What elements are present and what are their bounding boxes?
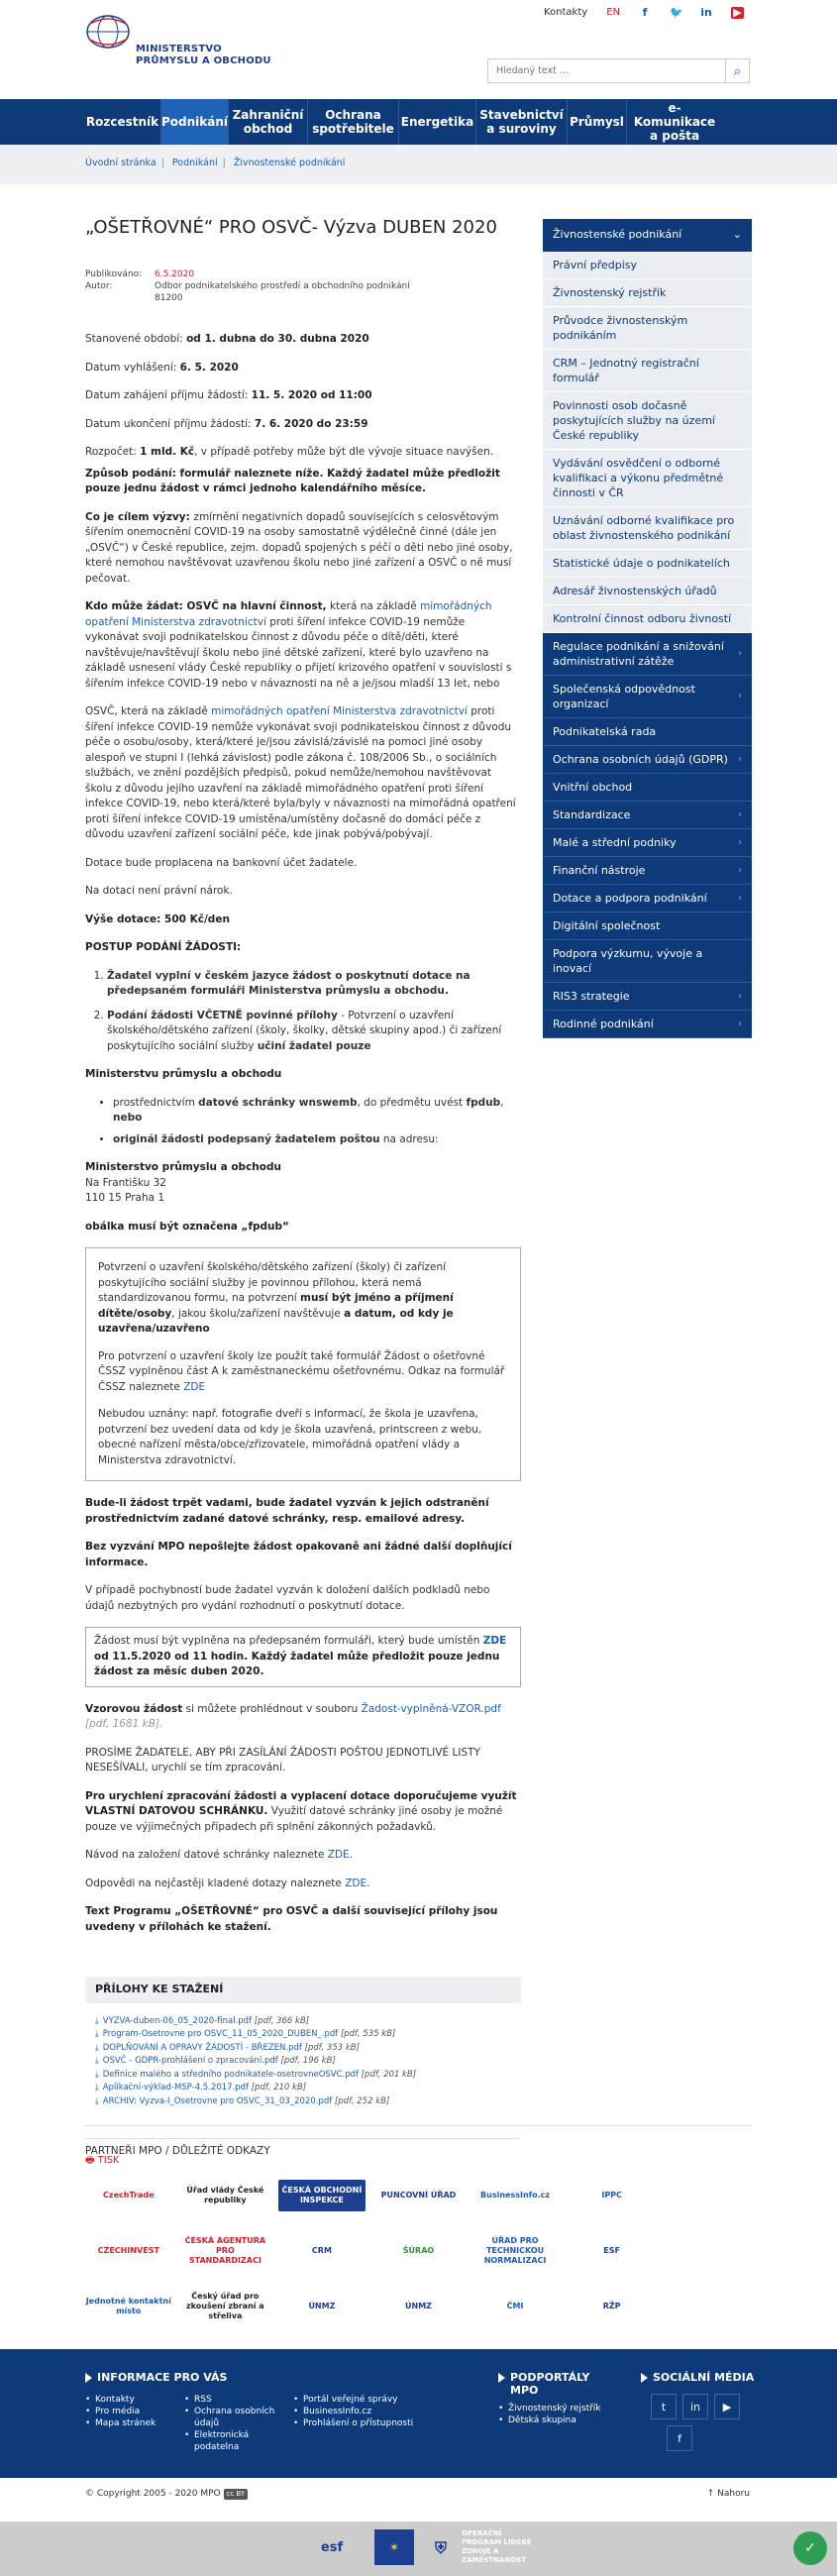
attachment-link[interactable]: VYZVA-duben-06_05_2020-final.pdf xyxy=(102,2015,253,2026)
submission-options xyxy=(113,1096,521,1148)
sidebar-section[interactable]: Standardizace › xyxy=(543,802,752,829)
partner-logo[interactable]: CZECHINVEST xyxy=(85,2235,172,2267)
chevron-right-icon: › xyxy=(738,836,742,848)
footer-social-title: SOCIÁLNÍ MÉDIA xyxy=(641,2371,760,2384)
option-post: • originál žádosti podepsaný žadatelem poštou na adresu: xyxy=(113,1132,521,1148)
eligibility-paragraph-2: OSVČ, která na základě mimořádných opatření Ministerstva zdravotnictví proti šíření infekce COVID-19 nemůže vykonávat svoji podnikatelskou činnost z důvodu péče o osobu/osoby, která/které je/jsou závislá/závislé na pomoci jiné osoby alespoň ve stupni I (lehká závislost) podle zákona č. 108/2006 Sb., o sociálních službách, ve znění pozdějších předpisů, pokud nemůže/nemohou navštěvovat školu z důvodu jejího uzavření na základě mimořádného opatření proti šíření infekce COVID-19, nebo která/které byla/byly v návaznosti na mimořádná opatření proti šíření infekce COVID-19 umístěna/umístěny dočasně do domácí péče z důvodu uzavření zařízení sociální péče, kde jinak pobývá/pobývají. xyxy=(85,705,516,840)
partner-logo[interactable]: ÚNMZ xyxy=(278,2291,366,2322)
faq-line: Odpovědi na nejčastěji kladené dotazy naleznete ZDE. xyxy=(85,1877,370,1889)
attachment-size: [pdf, 353 kB] xyxy=(304,2042,360,2053)
partner-logo xyxy=(665,2180,752,2211)
payment-note: Dotace bude proplacena na bankovní účet žadatele. xyxy=(85,856,358,869)
chevron-right-icon: › xyxy=(738,648,742,659)
breadcrumb: Úvodní stránka | Podnikání | Živnostenské podnikání xyxy=(85,158,346,168)
download-icon: ⤓ xyxy=(95,2015,99,2026)
search-icon: ⌕ xyxy=(733,62,742,78)
back-to-top-link[interactable]: ↑ Nahoru xyxy=(706,2489,750,2499)
footer-link[interactable]: • Živnostenský rejstřík xyxy=(498,2403,617,2415)
sidebar-subitems xyxy=(543,252,752,633)
language-switch[interactable]: EN xyxy=(606,7,620,18)
download-icon: ⤓ xyxy=(95,2056,99,2066)
eu-funding-bar xyxy=(0,2522,837,2576)
period-line: Stanovené období: od 1. dubna do 30. dubna 2020 xyxy=(85,333,369,345)
youtube-icon[interactable]: ▶ xyxy=(731,7,744,19)
partner-logo[interactable]: ŠÚRAO xyxy=(375,2235,463,2267)
sidebar-section[interactable]: RIS3 strategie › xyxy=(543,983,752,1011)
chevron-right-icon: › xyxy=(738,808,742,820)
site-header xyxy=(0,0,837,99)
sidebar-subitem[interactable]: CRM – Jednotný registrační formulář xyxy=(543,350,752,392)
footer-info-title: INFORMACE PRO VÁS xyxy=(85,2371,462,2384)
partner-logos xyxy=(85,2180,752,2322)
footer-link[interactable]: • Ochrana osobních údajů xyxy=(184,2406,293,2429)
nav-item-e-komunikace[interactable]: e-Komunikace a pošta xyxy=(633,101,716,143)
org-name-line1: MINISTERSTVO xyxy=(136,44,222,54)
footer-link[interactable]: • BusinessInfo.cz xyxy=(293,2406,442,2417)
sidebar-subitem[interactable]: Povinnosti osob dočasně poskytujících služby na území České republiky xyxy=(543,392,752,450)
goal-paragraph: Co je cílem výzvy: zmírnění negativních dopadů souvisejících s celosvětovým šířením onemocnění COVID-19 na osoby samostatně výdělečně činné (dále jen „OSVČ“) v České republice, zejm. dopadů spojených s péčí o děti nebo jiné osoby, které nemohou navštěvovat uzavřenou školu nebo jiné zařízení a OSVČ o ně musí pečovat. xyxy=(85,510,513,585)
author-label: Autor: xyxy=(85,281,113,291)
chevron-right-icon: › xyxy=(738,990,742,1002)
partner-logo xyxy=(665,2235,752,2267)
footer-link[interactable]: • Prohlášení o přístupnosti xyxy=(293,2417,442,2429)
partner-logo[interactable]: Jednotné kontaktní místo xyxy=(85,2291,172,2322)
amount-line: Výše dotace: 500 Kč/den xyxy=(85,912,230,925)
partner-logo[interactable]: ESF xyxy=(569,2235,656,2267)
measures-link-2[interactable]: mimořádných opatření Ministerstva zdravotnictví xyxy=(211,705,468,717)
partner-logo[interactable]: RŽP xyxy=(569,2291,656,2322)
procedure-steps xyxy=(107,969,521,1055)
footer-link[interactable]: • Mapa stránek xyxy=(85,2417,184,2429)
partner-logo[interactable]: Úřad vlády České republiky xyxy=(182,2180,269,2211)
printer-icon: 🖶 xyxy=(85,2155,95,2166)
budget-line: Rozpočet: 1 mld. Kč, v případě potřeby může být dle vývoje situace navýšen. xyxy=(85,446,494,458)
cc-license-icon: cc BY xyxy=(224,2489,249,2500)
download-icon: ⤓ xyxy=(95,2083,99,2093)
breadcrumb-bar xyxy=(0,145,837,184)
nav-item-stavebnictvi[interactable]: Stavebnictví a suroviny xyxy=(476,99,568,145)
twitter-icon[interactable]: 🐦 xyxy=(670,5,683,19)
footer-col-1 xyxy=(85,2394,184,2453)
attachment-link[interactable]: ARCHIV: Vyzva-I_Osetrovne pro OSVC_31_03_2020.pdf xyxy=(102,2095,333,2106)
partner-logo[interactable]: BusinessInfo.cz xyxy=(471,2180,559,2211)
ministry-line: Ministerstvu průmyslu a obchodu xyxy=(85,1068,282,1080)
partners xyxy=(85,2125,752,2322)
no-repeat-note: Bez vyzvání MPO nepošlejte žádost opakovaně ani žádné další doplňující informace. xyxy=(85,1541,512,1568)
end-date-line: Datum ukončení příjmu žádostí: 7. 6. 2020 do 23:59 xyxy=(85,417,368,430)
published-date: 6.5.2020 xyxy=(155,269,195,279)
attachments xyxy=(85,1977,521,2108)
attachment-item xyxy=(95,2082,521,2095)
footer-col-3 xyxy=(293,2394,442,2453)
sidebar-subitem[interactable]: Živnostenský rejstřík xyxy=(543,279,752,307)
sample-file-link[interactable]: Žadost-vyplněná-VZOR.pdf xyxy=(361,1702,501,1715)
facebook-icon[interactable]: f xyxy=(642,5,648,19)
sidebar-sections xyxy=(543,633,752,1038)
sidebar-section[interactable]: Podnikatelská rada xyxy=(543,718,752,746)
footer-portals xyxy=(498,2403,617,2426)
sidebar-subitem[interactable]: Kontrolní činnost odboru živností xyxy=(543,605,752,633)
faq-link[interactable]: ZDE xyxy=(345,1877,367,1889)
partner-logo[interactable]: ČMI xyxy=(471,2291,559,2322)
partner-logo[interactable]: IPPC xyxy=(569,2180,656,2211)
sidebar-subitem[interactable]: Vydávání osvědčení o odborné kvalifikaci a výkonu předmětné činnosti v ČR xyxy=(543,450,752,507)
download-icon: ⤓ xyxy=(95,2095,99,2106)
chevron-right-icon: › xyxy=(738,1018,742,1029)
attachment-size: [pdf, 366 kB] xyxy=(254,2015,310,2026)
twitter-icon[interactable]: t xyxy=(651,2394,677,2419)
no-staple-note: PROSÍME ŽADATELE, ABY PŘI ZASÍLÁNÍ ŽÁDOSTI POŠTOU JEDNOTLIVÉ LISTY NESEŠÍVALI, urychlí se tím zpracování. xyxy=(85,1746,480,1773)
attachment-item xyxy=(95,2095,521,2109)
print-link[interactable]: 🖶 TISK xyxy=(85,2138,521,2168)
nav-item-rozcestnik[interactable]: Rozcestník xyxy=(84,99,161,145)
attachment-size: [pdf, 196 kB] xyxy=(280,2056,336,2066)
download-icon: ⤓ xyxy=(95,2029,99,2039)
download-icon: ⤓ xyxy=(95,2069,99,2080)
main-navigation xyxy=(0,99,837,145)
nav-item-energetika[interactable]: Energetika xyxy=(399,99,476,145)
footer-portals-title: PODPORTÁLY MPO xyxy=(498,2371,617,2397)
form-location-box: Žádost musí být vyplněna na předepsaném formuláři, který bude umístěn ZDE od 11.5.2020 od 11 hodin. Každý žadatel může předložit pouze jednu žádost za měsíc duben 2020. xyxy=(85,1627,521,1687)
author-code: 81200 xyxy=(155,293,183,303)
attachment-link[interactable]: OSVČ - GDPR-prohlášení o zpracování.pdf xyxy=(102,2056,278,2066)
attachment-info-box: Potvrzení o uzavření školského/dětského zařízení (školy) či zařízení poskytujícího sociální služby je povinnou přílohou, která nemá standardizovanou formu, na potvrzení musí být jméno a příjmení dítěte/osoby, jakou školu/zařízení navštěvuje a datum, od kdy je uzavřena/uzavřeno Pro potvrzení o uzavření školy lze použít také formulář Žádost o ošetřovné ČSSZ vyplněnou část A k zaměstnaneckému ošetřovnému. Odkaz na formulář ČSSZ naleznete ZDE Nebudou uznány: např. fotografie dveří s informací, že škola je uzavřena, potvrzení bez uvedení data od kdy je škola uzavřená, printscreen z webu, obecné nařízení města/obce/zřizovatele, mimořádná opatření vlády a Ministerstva zdravotnictví. xyxy=(85,1247,521,1481)
option-databox: • prostřednictvím datové schránky wnswemb, do předmětu uvést fpdub, nebo xyxy=(113,1096,521,1127)
published-label: Publikováno: xyxy=(85,269,143,279)
defects-note: Bude-li žádost trpět vadami, bude žadatel vyzván k jejich odstranění prostřednictvím zadané datové schránky, resp. emailové adresy. xyxy=(85,1497,489,1525)
breadcrumb-home[interactable]: Úvodní stránka xyxy=(85,158,157,168)
footer-col-2 xyxy=(184,2394,293,2453)
article xyxy=(85,208,521,2168)
breadcrumb-podnikani[interactable]: Podnikání xyxy=(171,158,218,168)
breadcrumb-zivnostenske-podnikani[interactable]: Živnostenské podnikání xyxy=(233,158,346,168)
footer-link[interactable]: • Dětská skupina xyxy=(498,2415,617,2426)
attachment-item xyxy=(95,2015,521,2029)
article-meta xyxy=(85,268,521,304)
attachment-size: [pdf, 535 kB] xyxy=(340,2029,396,2039)
partners-title: PARTNEŘI MPO / DŮLEŽITÉ ODKAZY xyxy=(85,2125,752,2160)
attachment-link[interactable]: Definice malého a středního podnikatele-osetrovneOSVC.pdf xyxy=(102,2069,360,2080)
eu-flag-icon: ✶ xyxy=(374,2529,414,2565)
contacts-link[interactable]: Kontakty xyxy=(543,7,588,18)
mpo-logo[interactable] xyxy=(84,10,271,67)
sidebar-section[interactable]: Podpora výzkumu, vývoje a inovací xyxy=(543,940,752,983)
attachment-link[interactable]: Aplikační-výklad-MSP-4.5.2017.pdf xyxy=(102,2083,250,2093)
attachments-list xyxy=(85,2015,521,2109)
security-badge-icon[interactable]: ✓ xyxy=(793,2531,827,2565)
postal-address: Ministerstvo průmyslu a obchodu Na Františku 32 110 15 Praha 1 xyxy=(85,1161,281,1204)
form-link[interactable]: ZDE xyxy=(482,1635,507,1647)
attachment-item xyxy=(95,2028,521,2042)
search-button[interactable] xyxy=(725,58,750,83)
partner-logo[interactable]: ČESKÁ OBCHODNÍ INSPEKCE xyxy=(278,2180,366,2211)
procedure-heading: POSTUP PODÁNÍ ŽÁDOSTI: xyxy=(85,941,242,953)
attachment-item xyxy=(95,2055,521,2069)
partner-logo[interactable]: ÚNMZ xyxy=(375,2291,463,2322)
facebook-icon[interactable]: f xyxy=(667,2425,692,2451)
legal-claim-note: Na dotaci není právní nárok. xyxy=(85,885,233,897)
sidebar-subitem[interactable]: Právní předpisy xyxy=(543,252,752,279)
sidebar-subitem[interactable]: Adresář živnostenských úřadů xyxy=(543,578,752,605)
chevron-right-icon: › xyxy=(738,892,742,904)
linkedin-icon[interactable]: in xyxy=(682,2394,708,2419)
eligibility-paragraph: Kdo může žádat: OSVČ na hlavní činnost, která na základě mimořádných opatření Ministerstva zdravotnictví proti šíření infekce COVID-19 nemůže vykonávat svoji podnikatelskou činnost z důvodu péče o dítě/děti, které navštěvuje/navštěvují školu nebo jiné dětské zařízení, které bylo uzavřeno na základě usnesení vlády České republiky o přijetí krizového opatření v souvislosti s šířením infekce COVID-19 nebo v návaznosti na ně a je/jsou mladší 13 let, nebo xyxy=(85,600,512,690)
footer-link[interactable]: • Kontakty xyxy=(85,2394,184,2406)
program-text-note: Text Programu „OŠETŘOVNÉ“ pro OSVČ a další související přílohy jsou uvedeny v přílohách ke stažení. xyxy=(85,1905,498,1933)
attachment-link[interactable]: Program-Osetrovne pro OSVC_11_05_2020_DUBEN_.pdf xyxy=(102,2029,339,2039)
sidebar xyxy=(543,219,752,1038)
globe-logo-icon xyxy=(84,10,132,50)
step-1: 1. Žadatel vyplní v českém jazyce žádost o poskytnutí dotace na předepsaném formuláři Ministerstva průmyslu a obchodu. xyxy=(107,969,521,1000)
measures-link[interactable]: mimořádných opatření Ministerstva zdravotnictví xyxy=(85,600,492,628)
nav-item-zahranicni-obchod[interactable]: Zahraniční obchod xyxy=(229,99,308,145)
sidebar-section[interactable]: Finanční nástroje › xyxy=(543,857,752,885)
footer-link[interactable]: • RSS xyxy=(184,2394,293,2406)
attachment-item xyxy=(95,2042,521,2056)
nav-item-ochrana-spotrebitele[interactable]: Ochrana spotřebitele xyxy=(308,99,399,145)
announce-date-line: Datum vyhlášení: 6. 5. 2020 xyxy=(85,361,239,374)
doubts-note: V případě pochybností bude žadatel vyzván k doložení dalších podkladů nebo údajů nezbytných pro vydání rozhodnutí o poskytnutí dotace. xyxy=(85,1584,490,1612)
sidebar-section[interactable]: Regulace podnikání a snižování administrativní zátěže › xyxy=(543,633,752,676)
sample-line: Vzorovou žádost si můžete prohlédnout v souboru Žadost-vyplněná-VZOR.pdf [pdf, 1681 kB]. xyxy=(85,1702,501,1730)
attachment-item xyxy=(95,2069,521,2083)
youtube-icon[interactable]: ▶ xyxy=(714,2394,740,2419)
chevron-right-icon: › xyxy=(738,753,742,765)
sidebar-subitem[interactable]: Uznávání odborné kvalifikace pro oblast živnostenského podnikání xyxy=(543,507,752,550)
footer-link[interactable]: • Pro média xyxy=(85,2406,184,2417)
esf-logo: esf xyxy=(320,2539,344,2555)
not-accepted-note: Nebudou uznány: např. fotografie dveří s informací, že škola je uzavřena, potvrzení bez uvedení data od kdy je škola uzavřená, printscreen z webu, obecné nařízení města/obce/zřizovatele, mimořádná opatření vlády a Ministerstva zdravotnictví. xyxy=(98,1408,482,1466)
partner-logo[interactable]: Český úřad pro zkoušení zbraní a střeliva xyxy=(182,2291,269,2322)
sidebar-section[interactable]: Dotace a podpora podnikání › xyxy=(543,885,752,912)
sidebar-section[interactable]: Digitální společnost xyxy=(543,912,752,940)
footer-link[interactable]: • Portál veřejné správy xyxy=(293,2394,442,2406)
attachment-size: [pdf, 201 kB] xyxy=(361,2069,417,2080)
databox-guide-link[interactable]: ZDE xyxy=(327,1849,350,1861)
cssz-form-link[interactable]: ZDE xyxy=(183,1380,206,1393)
sidebar-subitem[interactable]: Průvodce živnostenským podnikáním xyxy=(543,307,752,350)
chevron-right-icon: › xyxy=(738,864,742,876)
attachment-size: [pdf, 210 kB] xyxy=(251,2083,307,2093)
partner-logo[interactable]: ÚŘAD PRO TECHNICKOU NORMALIZACI xyxy=(471,2235,559,2267)
sidebar-section[interactable]: Rodinné podnikání › xyxy=(543,1011,752,1038)
footer-link[interactable]: • Elektronická podatelna xyxy=(184,2429,293,2453)
attachments-title: PŘÍLOHY KE STAŽENÍ xyxy=(85,1977,521,2003)
databox-guide-line: Návod na založení datové schránky naleznete ZDE. xyxy=(85,1849,354,1861)
author-name: Odbor podnikatelského prostředí a obchodního podnikání xyxy=(155,281,410,291)
search-form xyxy=(487,58,750,83)
start-date-line: Datum zahájení příjmu žádostí: 11. 5. 2020 od 11:00 xyxy=(85,389,372,401)
search-input[interactable] xyxy=(487,58,725,83)
page-title: „OŠETŘOVNÉ“ PRO OSVČ- Výzva DUBEN 2020 xyxy=(85,217,497,238)
step-2: 2. Podání žádosti VČETNĚ povinné přílohy - Potvrzení o uzavření školského/dětského zařízení (školy, školky, dětské skupiny apod.) či zařízení poskytujícího sociální služby učiní žadatel pouze xyxy=(107,1009,521,1055)
envelope-note: obálka musí být označena „fpdub“ xyxy=(85,1220,289,1233)
partner-logo[interactable]: CRM xyxy=(278,2235,366,2267)
attachment-size: [pdf, 252 kB] xyxy=(334,2095,390,2106)
sidebar-subitem[interactable]: Statistické údaje o podnikatelích xyxy=(543,550,752,578)
submission-method: Způsob podání: formulář naleznete níže. Každý žadatel může předložit pouze jednu žádost v rámci jednoho kalendářního měsíce. xyxy=(85,467,500,494)
nav-item-podnikani[interactable]: Podnikání xyxy=(161,99,229,145)
footer xyxy=(0,2349,837,2478)
ministry-emblem-icon: ⛨ xyxy=(434,2537,447,2557)
chevron-right-icon: › xyxy=(738,691,742,701)
org-name-line2: PRŮMYSLU A OBCHODU xyxy=(136,55,271,66)
partner-logo[interactable]: ČESKÁ AGENTURA PRO STANDARDIZACI xyxy=(182,2235,269,2267)
databox-recommendation: Pro urychlení zpracování žádosti a vyplacení dotace doporučujeme využít VLASTNÍ DATOVOU SCHRÁNKU. Využití datové schránky jiné osoby je možné pouze ve výjimečných případech při splnění zákonných požadavků. xyxy=(85,1789,517,1833)
op-lzz-label: OPERAČNÍ PROGRAM LIDSKÉ ZDROJE A ZAMĚSTNANOST xyxy=(462,2529,532,2564)
sidebar-section[interactable]: Ochrana osobních údajů (GDPR) › xyxy=(543,746,752,774)
sidebar-head[interactable]: Živnostenské podnikání ⌄ xyxy=(543,219,752,252)
attachment-link[interactable]: DOPLŇOVÁNÍ A OPRAVY ŽÁDOSTÍ - BŘEZEN.pdf xyxy=(102,2042,302,2053)
partner-logo[interactable]: CzechTrade xyxy=(85,2180,172,2211)
linkedin-icon[interactable]: in xyxy=(700,5,712,19)
sidebar-section[interactable]: Vnitřní obchod xyxy=(543,774,752,802)
chevron-down-icon: ⌄ xyxy=(732,228,742,241)
partner-logo xyxy=(665,2291,752,2322)
copyright: © Copyright 2005 - 2020 MPO cc BY xyxy=(85,2488,248,2502)
sidebar-section[interactable]: Malé a střední podniky › xyxy=(543,829,752,857)
download-icon: ⤓ xyxy=(95,2042,99,2053)
sidebar-section[interactable]: Společenská odpovědnost organizací › xyxy=(543,676,752,718)
partner-logo[interactable]: PUNCOVNÍ ÚŘAD xyxy=(375,2180,463,2211)
nav-item-prumysl[interactable]: Průmysl xyxy=(568,99,627,145)
